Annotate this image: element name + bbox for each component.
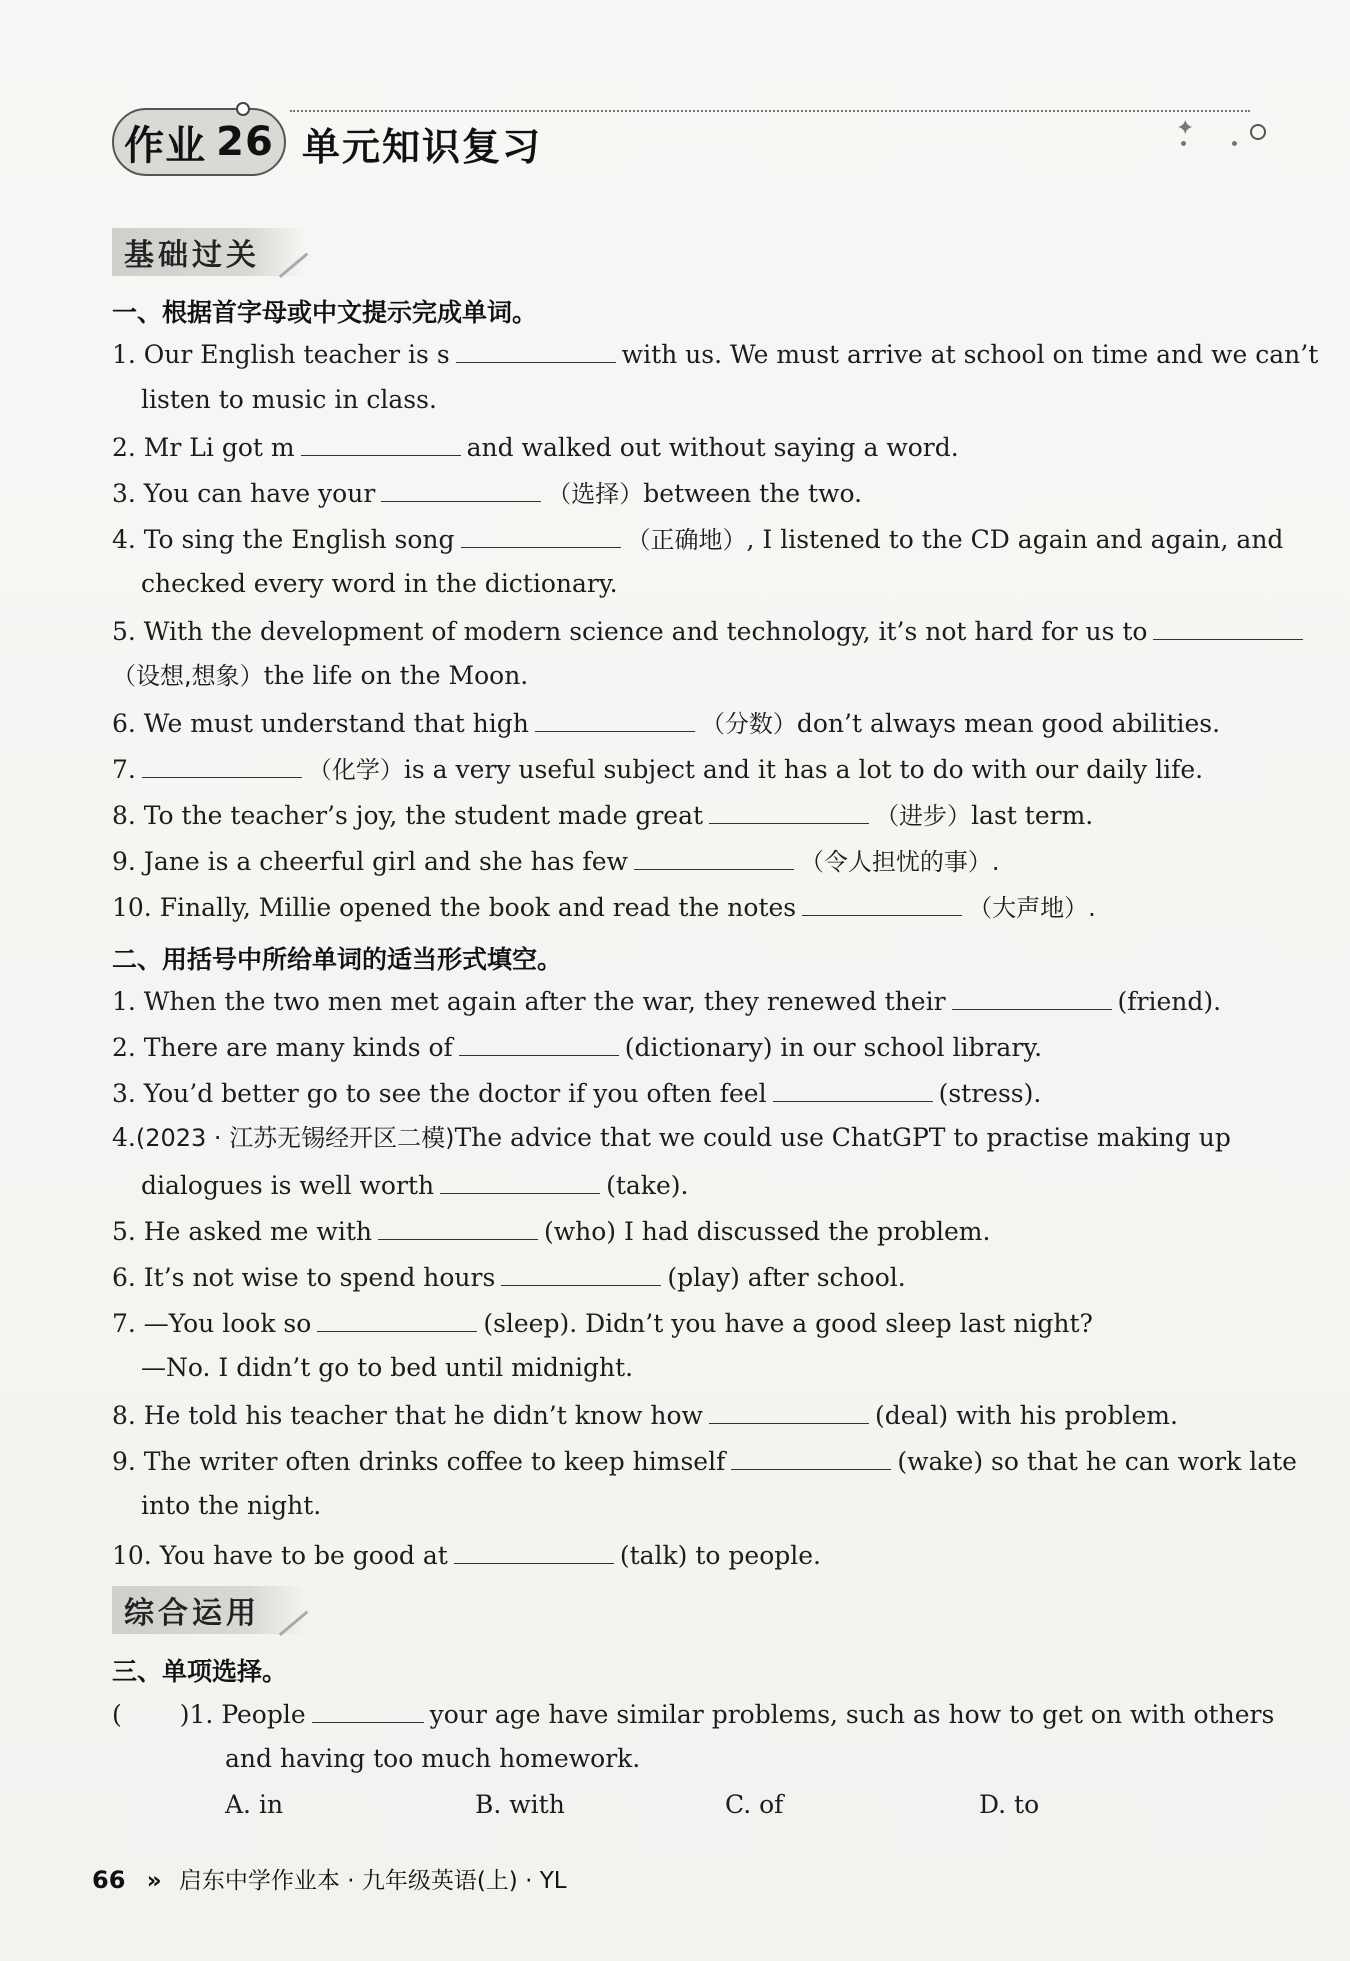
answer-blank[interactable] <box>440 1169 600 1194</box>
answer-blank[interactable] <box>142 753 302 778</box>
answer-blank[interactable] <box>381 477 541 502</box>
p2-q8-text: 8. He told his teacher that he didn’t know how <box>112 1401 703 1430</box>
p1-q10-text: 10. Finally, Millie opened the book and read the notes <box>112 893 797 922</box>
answer-blank[interactable] <box>459 1031 619 1056</box>
p3-q1-line1 <box>112 1698 1275 1730</box>
section-banner-integrated <box>112 1586 306 1634</box>
p2-q8-text-post: (deal) with his problem. <box>874 1401 1178 1430</box>
answer-blank[interactable] <box>634 845 794 870</box>
p1-q1-text-post: with us. We must arrive at school on time and we can’t <box>621 340 1319 369</box>
p1-q1-text: 1. Our English teacher is s <box>112 340 450 369</box>
p1-q5-line1 <box>112 615 1270 647</box>
p2-q1 <box>112 985 1270 1017</box>
answer-blank[interactable] <box>709 799 869 824</box>
p1-q6-hint: （分数） <box>700 710 797 738</box>
p2-q2-text-post: (dictionary) in our school library. <box>624 1033 1043 1062</box>
page-footer <box>92 1862 567 1895</box>
p2-q4-line2 <box>141 1169 1299 1201</box>
answer-blank[interactable] <box>461 523 621 548</box>
homework-number-badge <box>112 108 286 176</box>
double-chevron-icon: » <box>146 1868 162 1894</box>
p2-q4-source: (2023 · 江苏无锡经开区二模) <box>135 1124 455 1152</box>
p1-q5-hint: （设想,想象） <box>112 662 264 690</box>
p1-q7-hint: （化学） <box>307 756 404 784</box>
p2-q4-text: The advice that we could use ChatGPT to practise making up <box>454 1123 1231 1152</box>
section-banner-basic <box>112 228 306 276</box>
part1-heading: 一、根据首字母或中文提示完成单词。 <box>112 298 538 327</box>
p2-q1-text: 1. When the two men met again after the war, they renewed their <box>112 987 946 1016</box>
p1-q1-line2: listen to music in class. <box>141 385 437 414</box>
p3-q1-paren: ( <box>112 1700 122 1729</box>
p2-q7-text: 7. —You look so <box>112 1309 312 1338</box>
answer-blank[interactable] <box>378 1215 538 1240</box>
p1-q4-hint: （正确地） <box>626 526 747 554</box>
p2-q2-text: 2. There are many kinds of <box>112 1033 453 1062</box>
answer-blank[interactable] <box>773 1077 933 1102</box>
p1-q5-text-post: the life on the Moon. <box>263 661 529 690</box>
answer-blank[interactable] <box>952 985 1112 1010</box>
p2-q6-text: 6. It’s not wise to spend hours <box>112 1263 496 1292</box>
p2-q3-text-post: (stress). <box>938 1079 1042 1108</box>
p3-q1-line2: and having too much homework. <box>225 1744 641 1773</box>
answer-blank[interactable] <box>731 1445 891 1470</box>
p1-q3-text: 3. You can have your <box>112 479 376 508</box>
p2-q4-num: 4. <box>112 1123 136 1152</box>
p1-q1-line1 <box>112 338 1319 370</box>
p1-q5-line2 <box>112 661 1270 691</box>
answer-blank[interactable] <box>1153 615 1303 640</box>
answer-blank[interactable] <box>802 891 962 916</box>
p2-q10 <box>112 1539 1270 1571</box>
p1-q3-text-post: between the two. <box>643 479 863 508</box>
option-a[interactable]: A. in <box>225 1790 284 1819</box>
part3-heading: 三、单项选择。 <box>112 1657 288 1686</box>
p2-q8 <box>112 1399 1270 1431</box>
answer-blank[interactable] <box>317 1307 477 1332</box>
p1-q4-line2: checked every word in the dictionary. <box>141 569 618 598</box>
p1-q9 <box>112 845 1270 877</box>
p1-q6-text-post: don’t always mean good abilities. <box>796 709 1221 738</box>
option-c[interactable]: C. of <box>725 1790 784 1819</box>
p1-q10-hint: （大声地）. <box>968 894 1096 922</box>
answer-blank[interactable] <box>709 1399 869 1424</box>
p2-q10-text-post: (talk) to people. <box>619 1541 821 1570</box>
pencil-icon <box>256 1583 309 1636</box>
p1-q7-text-post: is a very useful subject and it has a lot to do with our daily life. <box>403 755 1204 784</box>
p2-q7-text-post: (sleep). Didn’t you have a good sleep last night? <box>483 1309 1093 1338</box>
p2-q7-line1 <box>112 1307 1270 1339</box>
option-b[interactable]: B. with <box>475 1790 565 1819</box>
p2-q2 <box>112 1031 1270 1063</box>
decor-dot-icon <box>1232 141 1237 146</box>
answer-blank[interactable] <box>301 431 461 456</box>
p1-q6 <box>112 707 1270 739</box>
p2-q9-line1 <box>112 1445 1297 1477</box>
sparkle-icon: ✦ <box>1176 116 1195 141</box>
p1-q9-hint: （令人担忧的事）. <box>799 848 1000 876</box>
p2-q6-text-post: (play) after school. <box>667 1263 906 1292</box>
p1-q8-text: 8. To the teacher’s joy, the student made great <box>112 801 704 830</box>
p2-q6 <box>112 1261 1270 1293</box>
answer-blank[interactable] <box>501 1261 661 1286</box>
p2-q3 <box>112 1077 1270 1109</box>
p1-q8 <box>112 799 1270 831</box>
p2-q7-line2: —No. I didn’t go to bed until midnight. <box>141 1353 634 1382</box>
decor-dot-icon <box>1181 141 1186 146</box>
header-dotted-rule <box>290 110 1250 112</box>
answer-blank[interactable] <box>535 707 695 732</box>
section-title-integrated: 综合运用 <box>124 1596 260 1631</box>
p1-q3-hint: （选择） <box>547 480 644 508</box>
p1-q4-text: 4. To sing the English song <box>112 525 455 554</box>
p2-q10-text: 10. You have to be good at <box>112 1541 448 1570</box>
p1-q3 <box>112 477 1270 509</box>
p3-q1-text: your age have similar problems, such as how to get on with others <box>429 1700 1275 1729</box>
p1-q8-hint: （进步） <box>875 802 972 830</box>
book-title: 启东中学作业本 · 九年级英语(上) · YL <box>178 1868 567 1894</box>
pencil-icon <box>256 225 309 278</box>
answer-blank[interactable] <box>312 1698 424 1723</box>
p1-q4-text-post: , I listened to the CD again and again, and <box>746 525 1284 554</box>
p2-q5 <box>112 1215 1270 1247</box>
part2-heading: 二、用括号中所给单词的适当形式填空。 <box>112 945 563 974</box>
p1-q2-text: 2. Mr Li got m <box>112 433 295 462</box>
p2-q4-text-post: (take). <box>606 1171 689 1200</box>
p1-q2 <box>112 431 1270 463</box>
p2-q4-line1 <box>112 1123 1270 1153</box>
p1-q7-text: 7. <box>112 755 136 784</box>
p1-q2-text-post: and walked out without saying a word. <box>466 433 959 462</box>
p1-q6-text: 6. We must understand that high <box>112 709 529 738</box>
badge-dot-icon <box>236 102 250 116</box>
answer-blank[interactable] <box>456 338 616 363</box>
p2-q5-text: 5. He asked me with <box>112 1217 372 1246</box>
section-title-basic: 基础过关 <box>124 238 260 273</box>
p1-q7 <box>112 753 1270 785</box>
badge-number: 26 <box>216 119 274 165</box>
p2-q1-text-post: (friend). <box>1117 987 1222 1016</box>
option-d[interactable]: D. to <box>979 1790 1040 1819</box>
p1-q10 <box>112 891 1270 923</box>
p1-q5-text: 5. With the development of modern science and technology, it’s not hard for us to <box>112 617 1148 646</box>
p2-q9-text-post: (wake) so that he can work late <box>897 1447 1297 1476</box>
decor-circle-icon <box>1250 124 1266 140</box>
p2-q3-text: 3. You’d better go to see the doctor if you often feel <box>112 1079 767 1108</box>
p2-q9-line2: into the night. <box>141 1491 322 1520</box>
p2-q9-text: 9. The writer often drinks coffee to keep himself <box>112 1447 726 1476</box>
page-number: 66 <box>92 1866 126 1894</box>
p2-q4-text-2: dialogues is well worth <box>141 1171 435 1200</box>
p3-q1-num: )1. People <box>179 1700 306 1729</box>
p1-q8-text-post: last term. <box>971 801 1094 830</box>
answer-blank[interactable] <box>454 1539 614 1564</box>
badge-prefix: 作业 <box>124 122 207 169</box>
p1-q4-line1 <box>112 523 1284 555</box>
p2-q5-text-post: (who) I had discussed the problem. <box>543 1217 991 1246</box>
p1-q9-text: 9. Jane is a cheerful girl and she has few <box>112 847 628 876</box>
unit-title: 单元知识复习 <box>302 125 543 169</box>
